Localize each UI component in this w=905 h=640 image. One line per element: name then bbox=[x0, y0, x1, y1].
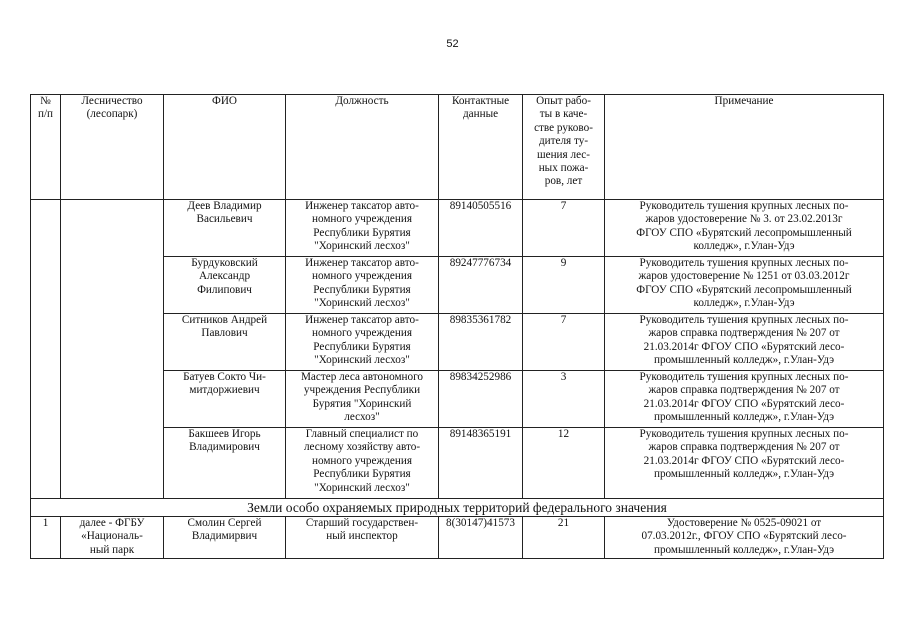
number-cell bbox=[31, 200, 61, 499]
position-cell: Мастер леса автономного учреждения Республики Бурятия "Хоринский лесхоз" bbox=[286, 371, 439, 428]
contact-cell: 89247776734 bbox=[439, 257, 523, 314]
forestry-cell bbox=[61, 200, 164, 499]
experience-cell: 7 bbox=[523, 314, 605, 371]
page-number: 52 bbox=[446, 38, 459, 50]
note-cell: Руководитель тушения крупных лесных по- жаров справка подтверждения № 207 от 21.03.2014г ФГОУ СПО «Бурятский лесо- промышленный колледж», г.Улан-Удэ bbox=[605, 428, 884, 499]
header-row bbox=[31, 95, 884, 200]
section-title: Земли особо охраняемых природных территорий федерального значения bbox=[31, 499, 884, 517]
table-row bbox=[31, 200, 884, 257]
name-cell: Бакшеев Игорь Владимирович bbox=[164, 428, 286, 499]
fire-managers-table bbox=[30, 94, 884, 559]
note-cell: Руководитель тушения крупных лесных по- жаров удостоверение № 1251 от 03.03.2012г ФГОУ СПО «Бурятский лесопромышленный колледж», г.Улан-Удэ bbox=[605, 257, 884, 314]
position-cell: Инженер таксатор авто- номного учреждения Республики Бурятия "Хоринский лесхоз" bbox=[286, 314, 439, 371]
experience-cell: 21 bbox=[523, 517, 605, 559]
header-contact: Контактные данные bbox=[439, 95, 523, 200]
name-cell: Деев Владимир Васильевич bbox=[164, 200, 286, 257]
table-row bbox=[31, 517, 884, 559]
header-position: Должность bbox=[286, 95, 439, 200]
experience-cell: 7 bbox=[523, 200, 605, 257]
note-cell: Руководитель тушения крупных лесных по- жаров справка подтверждения № 207 от 21.03.2014г ФГОУ СПО «Бурятский лесо- промышленный колледж», г.Улан-Удэ bbox=[605, 314, 884, 371]
name-cell: Батуев Сокто Чи- митдоржиевич bbox=[164, 371, 286, 428]
contact-cell: 8(30147)41573 bbox=[439, 517, 523, 559]
header-note: Примечание bbox=[605, 95, 884, 200]
name-cell: Смолин Сергей Владимирвич bbox=[164, 517, 286, 559]
note-cell: Руководитель тушения крупных лесных по- жаров удостоверение № 3. от 23.02.2013г ФГОУ СПО «Бурятский лесопромышленный колледж», г.Улан-Удэ bbox=[605, 200, 884, 257]
position-cell: Старший государствен- ный инспектор bbox=[286, 517, 439, 559]
position-cell: Главный специалист по лесному хозяйству авто- номного учреждения Республики Бурятия "Хоринский лесхоз" bbox=[286, 428, 439, 499]
name-cell: Ситников Андрей Павлович bbox=[164, 314, 286, 371]
contact-cell: 89834252986 bbox=[439, 371, 523, 428]
note-cell: Удостоверение № 0525-09021 от 07.03.2012г., ФГОУ СПО «Бурятский лесо- промышленный колледж», г.Улан-Удэ bbox=[605, 517, 884, 559]
position-cell: Инженер таксатор авто- номного учреждения Республики Бурятия "Хоринский лесхоз" bbox=[286, 257, 439, 314]
note-cell: Руководитель тушения крупных лесных по- жаров справка подтверждения № 207 от 21.03.2014г ФГОУ СПО «Бурятский лесо- промышленный колледж», г.Улан-Удэ bbox=[605, 371, 884, 428]
experience-cell: 12 bbox=[523, 428, 605, 499]
header-number: № п/п bbox=[31, 95, 61, 200]
experience-cell: 9 bbox=[523, 257, 605, 314]
section-row bbox=[31, 499, 884, 517]
number-cell: 1 bbox=[31, 517, 61, 559]
name-cell: Бурдуковский Александр Филипович bbox=[164, 257, 286, 314]
header-forestry: Лесничество (лесопарк) bbox=[61, 95, 164, 200]
contact-cell: 89140505516 bbox=[439, 200, 523, 257]
experience-cell: 3 bbox=[523, 371, 605, 428]
forestry-cell: далее - ФГБУ «Националь- ный парк bbox=[61, 517, 164, 559]
position-cell: Инженер таксатор авто- номного учреждения Республики Бурятия "Хоринский лесхоз" bbox=[286, 200, 439, 257]
contact-cell: 89148365191 bbox=[439, 428, 523, 499]
contact-cell: 89835361782 bbox=[439, 314, 523, 371]
header-experience: Опыт рабо- ты в каче- стве руково- дителя ту- шения лес- ных пожа- ров, лет bbox=[523, 95, 605, 200]
header-name: ФИО bbox=[164, 95, 286, 200]
